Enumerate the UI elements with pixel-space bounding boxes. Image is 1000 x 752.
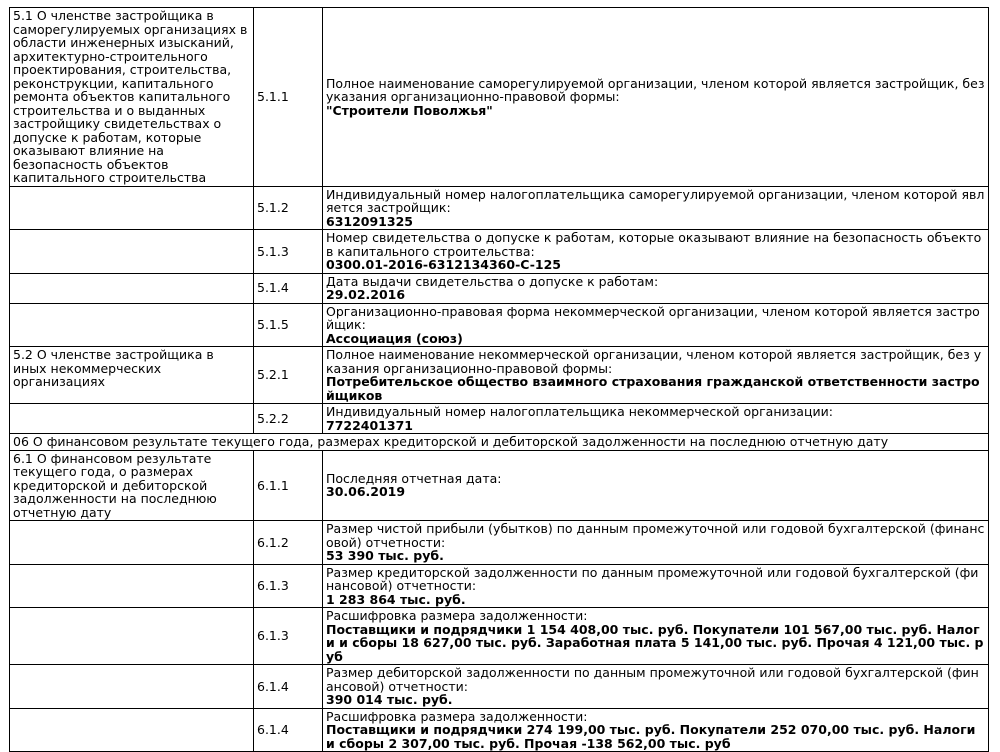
section-cell: [10, 708, 254, 752]
table-row: [10, 450, 989, 521]
code-cell: 6.1.3: [254, 608, 323, 665]
field-label: Размер чистой прибыли (убытков) по данным промежуточной или годовой бухгалтерской (финансовой) отчетности:: [326, 521, 985, 550]
desc-cell: [323, 608, 989, 665]
table-row: [10, 521, 989, 565]
field-label: Индивидуальный номер налогоплательщика саморегулируемой организации, членом которой является застройщик:: [326, 186, 985, 215]
field-value: Ассоциация (союз): [326, 330, 463, 346]
section-cell: [10, 273, 254, 303]
section-cell: [10, 564, 254, 608]
field-label: Полное наименование некоммерческой организации, членом которой является застройщик, без указания организационно-правовой формы:: [326, 347, 982, 376]
desc-cell: [323, 404, 989, 434]
table-row: [10, 273, 989, 303]
section-cell: [10, 608, 254, 665]
table-row: [10, 186, 989, 230]
field-label: Расшифровка размера задолженности:: [326, 708, 588, 724]
field-label: Расшифровка размера задолженности:: [326, 608, 588, 623]
field-label: Индивидуальный номер налогоплательщика некоммерческой организации:: [326, 404, 833, 419]
desc-cell: [323, 8, 989, 187]
table-row: [10, 8, 989, 187]
field-value: 1 283 864 тыс. руб.: [326, 591, 466, 607]
table-row: [10, 230, 989, 274]
desc-cell: [323, 521, 989, 565]
section-cell: [10, 404, 254, 434]
desc-cell: [323, 273, 989, 303]
table-row: [10, 303, 989, 347]
code-cell: 6.1.2: [254, 521, 323, 565]
desc-cell: [323, 303, 989, 347]
desc-cell: [323, 186, 989, 230]
field-value: 53 390 тыс. руб.: [326, 548, 444, 563]
code-cell: 6.1.4: [254, 708, 323, 752]
section-cell: 5.2 О членстве застройщика в иных некоммерческих организациях: [10, 347, 254, 404]
field-value: Потребительское общество взаимного страхования гражданской ответственности застройщиков: [326, 374, 980, 403]
section-cell: [10, 303, 254, 347]
code-cell: 5.2.2: [254, 404, 323, 434]
section-header-row: [10, 434, 989, 451]
code-cell: 5.1.5: [254, 303, 323, 347]
desc-cell: [323, 230, 989, 274]
code-cell: 6.1.4: [254, 665, 323, 709]
field-value: 390 014 тыс. руб.: [326, 692, 453, 707]
desc-cell: [323, 347, 989, 404]
field-value: "Строители Поволжья": [326, 102, 493, 118]
table-row: [10, 564, 989, 608]
field-value: 6312091325: [326, 213, 413, 229]
desc-cell: [323, 708, 989, 752]
section-header-cell: 06 О финансовом результате текущего года, размерах кредиторской и дебиторской задолженности на последнюю отчетную дату: [10, 434, 989, 451]
code-cell: 6.1.1: [254, 450, 323, 521]
field-value: Поставщики и подрядчики 1 154 408,00 тыс. руб. Покупатели 101 567,00 тыс. руб. Налоги и сборы 18 627,00 тыс. руб. Заработная плата 5 141,00 тыс. руб. Прочая 4 121,00 тыс. руб: [326, 621, 984, 664]
table-row: [10, 708, 989, 752]
table-row: [10, 347, 989, 404]
declaration-table: [9, 7, 989, 752]
section-cell: [10, 521, 254, 565]
field-label: Номер свидетельства о допуске к работам, которые оказывают влияние на безопасность объектов капитального строительства:: [326, 230, 982, 259]
table-row: [10, 404, 989, 434]
code-cell: 5.1.2: [254, 186, 323, 230]
section-cell: [10, 186, 254, 230]
field-label: Полное наименование саморегулируемой организации, членом которой является застройщик, без указания организационно-правовой формы:: [326, 75, 985, 104]
code-cell: 5.1.4: [254, 273, 323, 303]
section-cell: [10, 665, 254, 709]
code-cell: 5.1.3: [254, 230, 323, 274]
desc-cell: [323, 450, 989, 521]
field-value: 0300.01-2016-6312134360-C-125: [326, 257, 562, 272]
field-value: Поставщики и подрядчики 274 199,00 тыс. руб. Покупатели 252 070,00 тыс. руб. Налоги и сборы 2 307,00 тыс. руб. Прочая -138 562,00 тыс. руб: [326, 722, 976, 751]
field-label: Размер дебиторской задолженности по данным промежуточной или годовой бухгалтерской (финансовой) отчетности:: [326, 665, 979, 694]
desc-cell: [323, 665, 989, 709]
code-cell: 5.2.1: [254, 347, 323, 404]
field-label: Организационно-правовая форма некоммерческой организации, членом которой является застройщик:: [326, 303, 980, 332]
section-cell: [10, 230, 254, 274]
field-label: Размер кредиторской задолженности по данным промежуточной или годовой бухгалтерской (финансовой) отчетности:: [326, 564, 979, 593]
section-cell: 6.1 О финансовом результате текущего года, о размерах кредиторской и дебиторской задолженности на последнюю отчетную дату: [10, 450, 254, 521]
field-label: Дата выдачи свидетельства о допуске к работам:: [326, 273, 659, 289]
code-cell: 5.1.1: [254, 8, 323, 187]
field-value: 29.02.2016: [326, 287, 406, 302]
section-cell: 5.1 О членстве застройщика в саморегулируемых организациях в области инженерных изысканий, архитектурно-строительного проектирования, строительства, реконструкции, капитального ремонта объектов капитального строительства и о выданных застройщику свидетельствах о допуске к работам, которые оказывают влияние на безопасность объектов капитального строительства: [10, 8, 254, 187]
table-row: [10, 665, 989, 709]
code-cell: 6.1.3: [254, 564, 323, 608]
table-row: [10, 608, 989, 665]
field-value: 7722401371: [326, 417, 413, 433]
desc-cell: [323, 564, 989, 608]
field-value: 30.06.2019: [326, 484, 406, 500]
field-label: Последняя отчетная дата:: [326, 470, 502, 486]
